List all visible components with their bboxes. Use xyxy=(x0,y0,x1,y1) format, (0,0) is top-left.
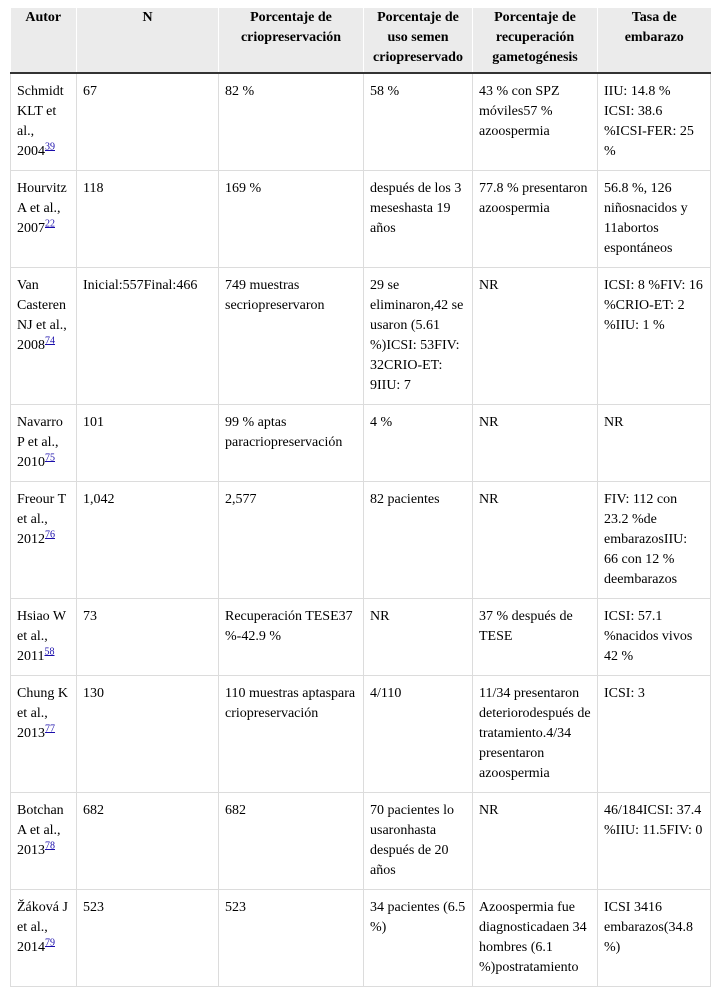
author-text: Hsiao W et al., 2011 xyxy=(17,609,66,664)
cell-uso: 34 pacientes (6.5 %) xyxy=(364,890,473,987)
reference-link[interactable]: 74 xyxy=(45,335,55,347)
cell-uso: 82 pacientes xyxy=(364,482,473,599)
cell-tasa: FIV: 112 con 23.2 %de embarazosIIU: 66 con 12 % deembarazos xyxy=(598,482,711,599)
cell-uso: 29 se eliminaron,42 se usaron (5.61 %)ICSI: 53FIV: 32CRIO-ET: 9IIU: 7 xyxy=(364,268,473,405)
cell-author xyxy=(11,599,77,676)
cell-n: 67 xyxy=(77,73,219,171)
cell-crio: 523 xyxy=(219,890,364,987)
cell-n: 73 xyxy=(77,599,219,676)
cell-n: 523 xyxy=(77,890,219,987)
cell-recup: NR xyxy=(473,405,598,482)
cell-tasa: NR xyxy=(598,405,711,482)
cell-author xyxy=(11,890,77,987)
cell-crio: 110 muestras aptaspara criopreservación xyxy=(219,676,364,793)
cell-author xyxy=(11,793,77,890)
cell-tasa: ICSI: 8 %FIV: 16 %CRIO-ET: 2 %IIU: 1 % xyxy=(598,268,711,405)
cell-recup: NR xyxy=(473,793,598,890)
table-row xyxy=(11,676,711,793)
table-row xyxy=(11,482,711,599)
cell-recup: NR xyxy=(473,268,598,405)
cell-recup: 37 % después de TESE xyxy=(473,599,598,676)
header-uso-semen: Porcentaje de uso semen criopreservado xyxy=(364,8,473,73)
table-row xyxy=(11,268,711,405)
header-autor: Autor xyxy=(11,8,77,73)
author-text: Žáková J et al., 2014 xyxy=(17,900,68,955)
table-row xyxy=(11,793,711,890)
reference-link[interactable]: 39 xyxy=(45,141,55,153)
header-criopreservacion: Porcentaje de criopreservación xyxy=(219,8,364,73)
table-row xyxy=(11,73,711,171)
author-text: Hourvitz A et al., 2007 xyxy=(17,181,67,236)
reference-link[interactable]: 77 xyxy=(45,723,55,735)
reference-link[interactable]: 79 xyxy=(45,937,55,949)
header-row xyxy=(11,8,711,73)
cell-tasa: 46/184ICSI: 37.4 %IIU: 11.5FIV: 0 xyxy=(598,793,711,890)
header-recuperacion: Porcentaje de recuperación gametogénesis xyxy=(473,8,598,73)
cell-n: 1,042 xyxy=(77,482,219,599)
cell-author xyxy=(11,73,77,171)
author-text: Van Casteren NJ et al., 2008 xyxy=(17,278,67,353)
cell-author xyxy=(11,171,77,268)
cell-tasa: IIU: 14.8 % ICSI: 38.6 %ICSI-FER: 25 % xyxy=(598,73,711,171)
cell-crio: 169 % xyxy=(219,171,364,268)
author-text: Chung K et al., 2013 xyxy=(17,686,68,741)
cell-tasa: ICSI: 57.1 %nacidos vivos 42 % xyxy=(598,599,711,676)
cell-crio: Recuperación TESE37 %-42.9 % xyxy=(219,599,364,676)
cell-recup: 77.8 % presentaron azoospermia xyxy=(473,171,598,268)
cell-n: Inicial:557Final:466 xyxy=(77,268,219,405)
cell-crio: 82 % xyxy=(219,73,364,171)
cell-crio: 99 % aptas paracriopreservación xyxy=(219,405,364,482)
cell-recup: 11/34 presentaron deteriorodespués de tratamiento.4/34 presentaron azoospermia xyxy=(473,676,598,793)
cell-crio: 749 muestras secriopreservaron xyxy=(219,268,364,405)
cell-tasa: ICSI 3416 embarazos(34.8 %) xyxy=(598,890,711,987)
results-table xyxy=(10,8,711,987)
table-row xyxy=(11,599,711,676)
cell-author xyxy=(11,676,77,793)
cell-n: 682 xyxy=(77,793,219,890)
table-row xyxy=(11,890,711,987)
cell-crio: 2,577 xyxy=(219,482,364,599)
cell-tasa: 56.8 %, 126 niñosnacidos y 11abortos espontáneos xyxy=(598,171,711,268)
reference-link[interactable]: 78 xyxy=(45,840,55,852)
table-row xyxy=(11,171,711,268)
cell-uso: 58 % xyxy=(364,73,473,171)
header-tasa-embarazo: Tasa de embarazo xyxy=(598,8,711,73)
cell-uso: NR xyxy=(364,599,473,676)
cell-uso: 70 pacientes lo usaronhasta después de 20 años xyxy=(364,793,473,890)
reference-link[interactable]: 76 xyxy=(45,529,55,541)
cell-recup: 43 % con SPZ móviles57 % azoospermia xyxy=(473,73,598,171)
cell-author xyxy=(11,405,77,482)
cell-recup: Azoospermia fue diagnosticadaen 34 hombres (6.1 %)postratamiento xyxy=(473,890,598,987)
cell-recup: NR xyxy=(473,482,598,599)
cell-uso: 4 % xyxy=(364,405,473,482)
cell-n: 130 xyxy=(77,676,219,793)
reference-link[interactable]: 75 xyxy=(45,452,55,464)
cell-crio: 682 xyxy=(219,793,364,890)
cell-uso: 4/110 xyxy=(364,676,473,793)
table-row xyxy=(11,405,711,482)
author-text: Botchan A et al., 2013 xyxy=(17,803,64,858)
cell-author xyxy=(11,482,77,599)
cell-tasa: ICSI: 3 xyxy=(598,676,711,793)
cell-n: 101 xyxy=(77,405,219,482)
reference-link[interactable]: 58 xyxy=(44,646,55,658)
author-text: Freour T et al., 2012 xyxy=(17,492,66,547)
reference-link[interactable]: 22 xyxy=(45,218,55,230)
author-text: Navarro P et al., 2010 xyxy=(17,415,63,470)
cell-n: 118 xyxy=(77,171,219,268)
header-n: N xyxy=(77,8,219,73)
cell-uso: después de los 3 meseshasta 19 años xyxy=(364,171,473,268)
cell-author xyxy=(11,268,77,405)
author-text: Schmidt KLT et al., 2004 xyxy=(17,84,64,159)
